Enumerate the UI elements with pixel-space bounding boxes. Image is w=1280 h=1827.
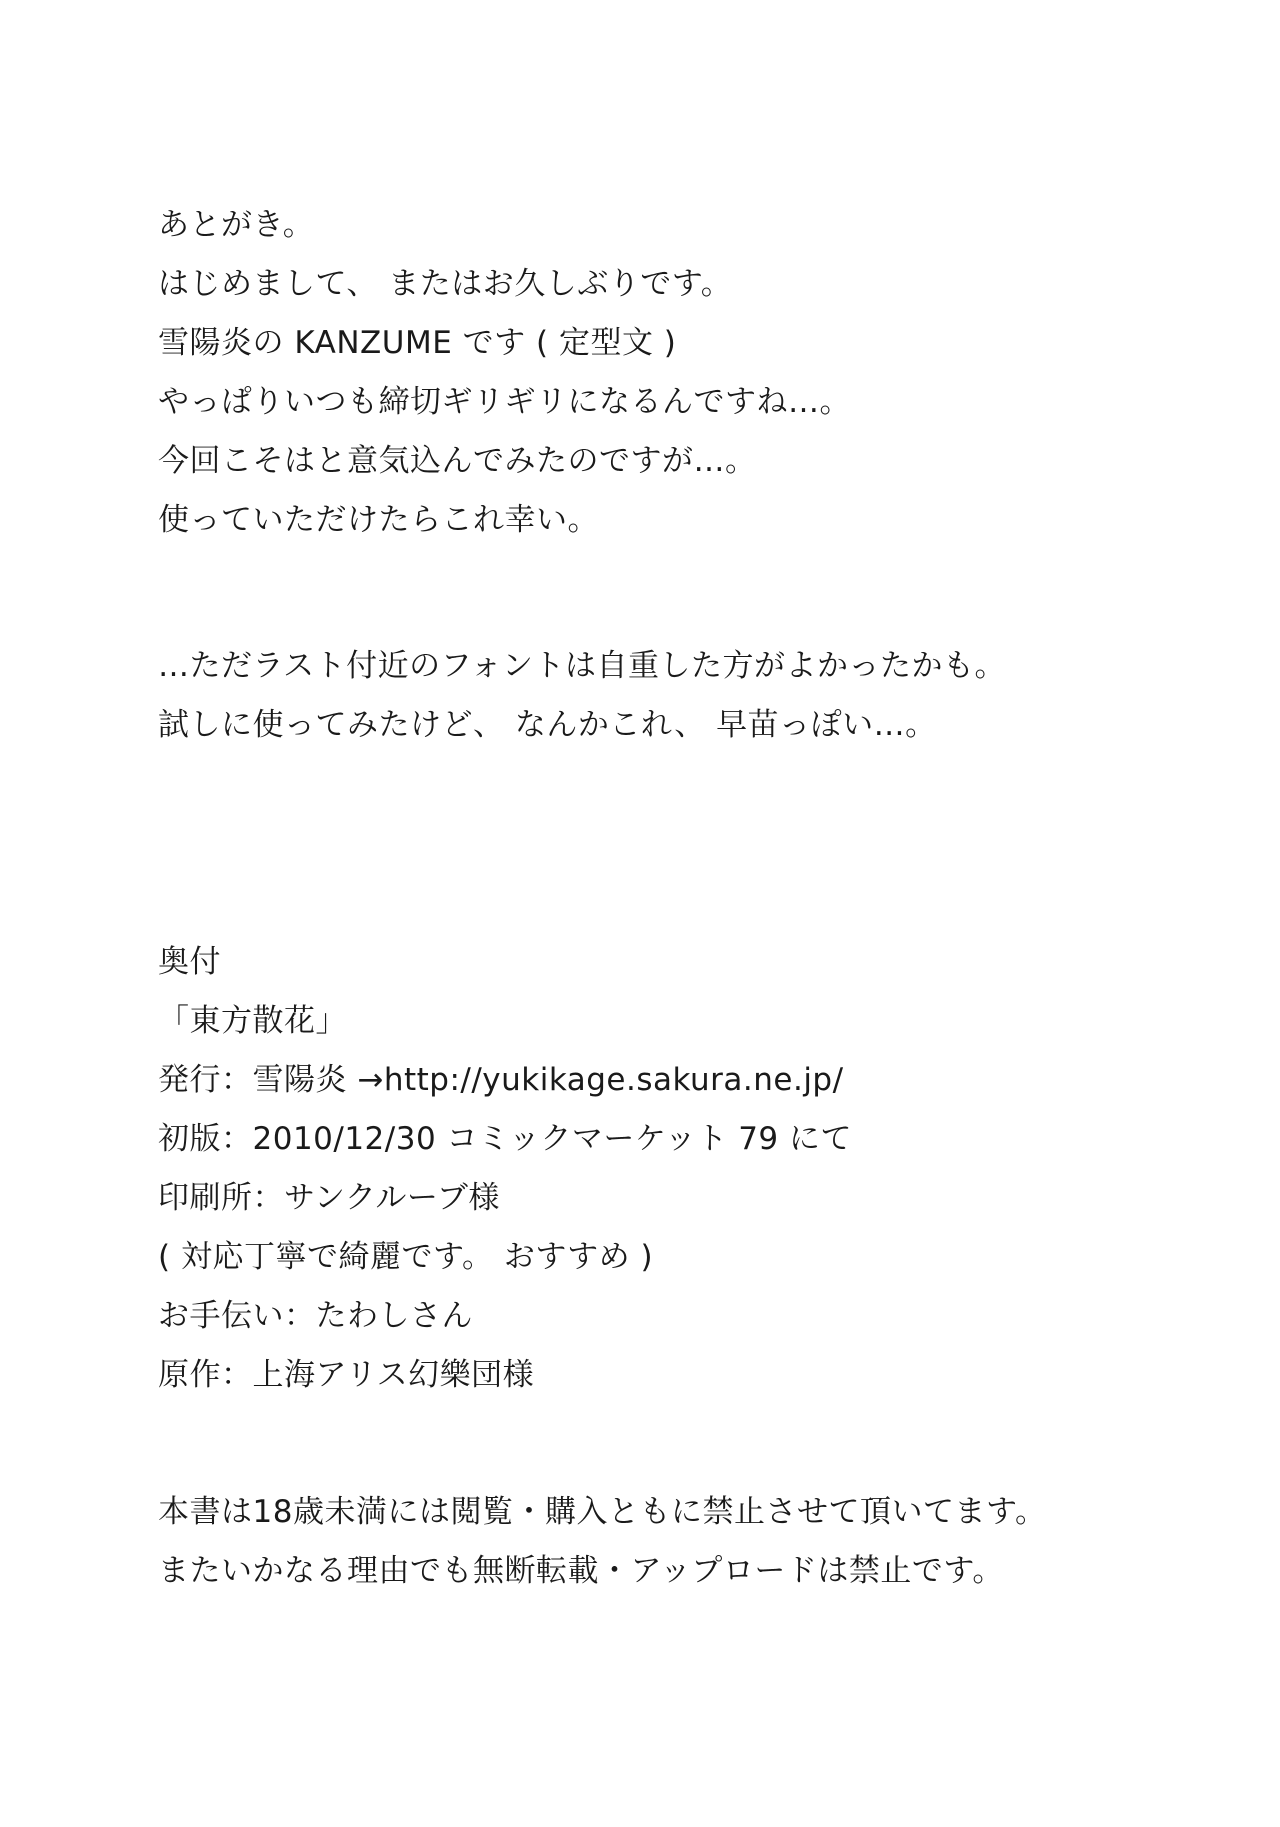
afterword-line: 雪陽炎の KANZUME です ( 定型文 ) [158,325,677,361]
afterword-aside-section [158,637,1218,755]
colophon-printer: 印刷所：サンクルーブ様 [158,1180,500,1216]
colophon-printer-note: ( 対応丁寧で綺麗です。 おすすめ ) [158,1239,654,1275]
colophon-publisher: 発行：雪陽炎 →http://yukikage.sakura.ne.jp/ [158,1062,844,1098]
afterword-heading: あとがき。 [158,207,315,243]
afterword-line: はじめまして、 またはお久しぶりです。 [158,266,733,302]
notice-reproduction: またいかなる理由でも無断転載・アップロードは禁止です。 [158,1553,1004,1589]
afterword-line: やっぱりいつも締切ギリギリになるんですね…。 [158,384,851,420]
afterword-line: 使っていただけたらこれ幸い。 [158,502,599,538]
colophon-section [158,933,1218,1405]
colophon-assistant: お手伝い：たわしさん [158,1298,473,1334]
notice-section [158,1483,1218,1601]
colophon-heading: 奥付 [158,944,221,980]
colophon-first-edition: 初版：2010/12/30 コミックマーケット 79 にて [158,1121,853,1157]
afterword-aside-line: 試しに使ってみたけど、 なんかこれ、 早苗っぽい…。 [158,707,937,743]
colophon-title: 「東方散花」 [158,1003,347,1039]
colophon-original-work: 原作：上海アリス幻樂団様 [158,1357,535,1393]
notice-age-restriction: 本書は18歳未満には閲覧・購入ともに禁止させて頂いてます。 [158,1494,1047,1530]
afterword-line: 今回こそはと意気込んでみたのですが…。 [158,443,757,479]
afterword-aside-line: …ただラスト付近のフォントは自重した方がよかったかも。 [158,648,1007,684]
afterword-section [158,196,1218,550]
